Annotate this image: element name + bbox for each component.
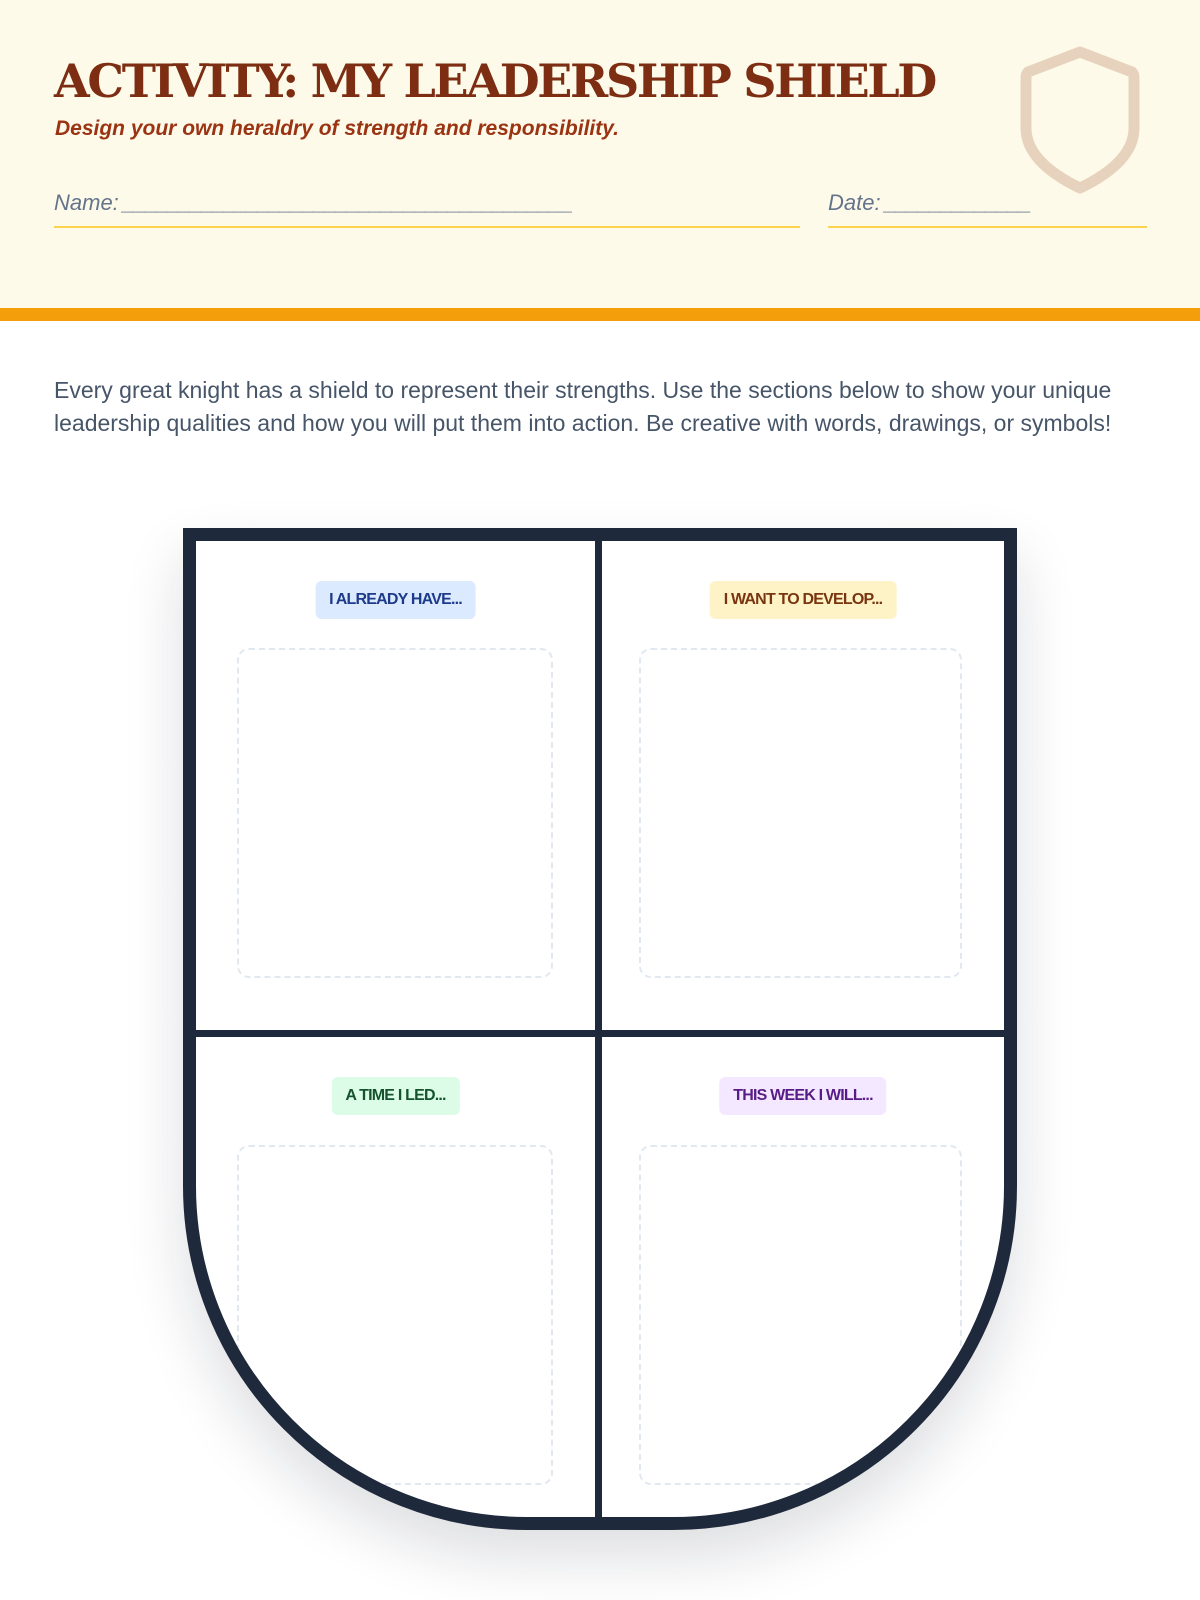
- worksheet-header: [0, 0, 1200, 321]
- response-area[interactable]: [639, 648, 962, 978]
- date-label: Date:: [828, 190, 881, 215]
- date-line: _____________: [884, 190, 1031, 215]
- quadrant-label: I WANT TO DEVELOP...: [710, 581, 897, 619]
- name-field[interactable]: [54, 186, 800, 228]
- quadrant-want-to-develop: [602, 541, 1004, 1030]
- quadrant-time-i-led: [196, 1037, 595, 1517]
- instructions-text: Every great knight has a shield to represent their strengths. Use the sections below to show your unique leadership qualities and how you will put them into action. Be creative with words, drawings, or symbols!: [54, 377, 1112, 436]
- quadrant-label: I ALREADY HAVE...: [315, 581, 476, 619]
- quadrant-label: THIS WEEK I WILL...: [719, 1077, 886, 1115]
- shield-icon: [1018, 44, 1142, 196]
- page-subtitle: Design your own heraldry of strength and responsibility.: [55, 117, 619, 140]
- leadership-shield: [183, 528, 1017, 1530]
- date-field[interactable]: [828, 186, 1147, 228]
- shield-divider-vertical: [595, 541, 602, 1517]
- response-area[interactable]: [639, 1145, 962, 1485]
- quadrant-this-week: [602, 1037, 1004, 1517]
- name-line: ________________________________________: [122, 190, 573, 215]
- quadrant-already-have: [196, 541, 595, 1030]
- shield-divider-horizontal: [196, 1030, 1004, 1037]
- name-label: Name:: [54, 190, 119, 215]
- page-title: ACTIVITY: MY LEADERSHIP SHIELD: [54, 54, 935, 108]
- response-area[interactable]: [237, 648, 553, 978]
- response-area[interactable]: [237, 1145, 553, 1485]
- quadrant-label: A TIME I LED...: [331, 1077, 459, 1115]
